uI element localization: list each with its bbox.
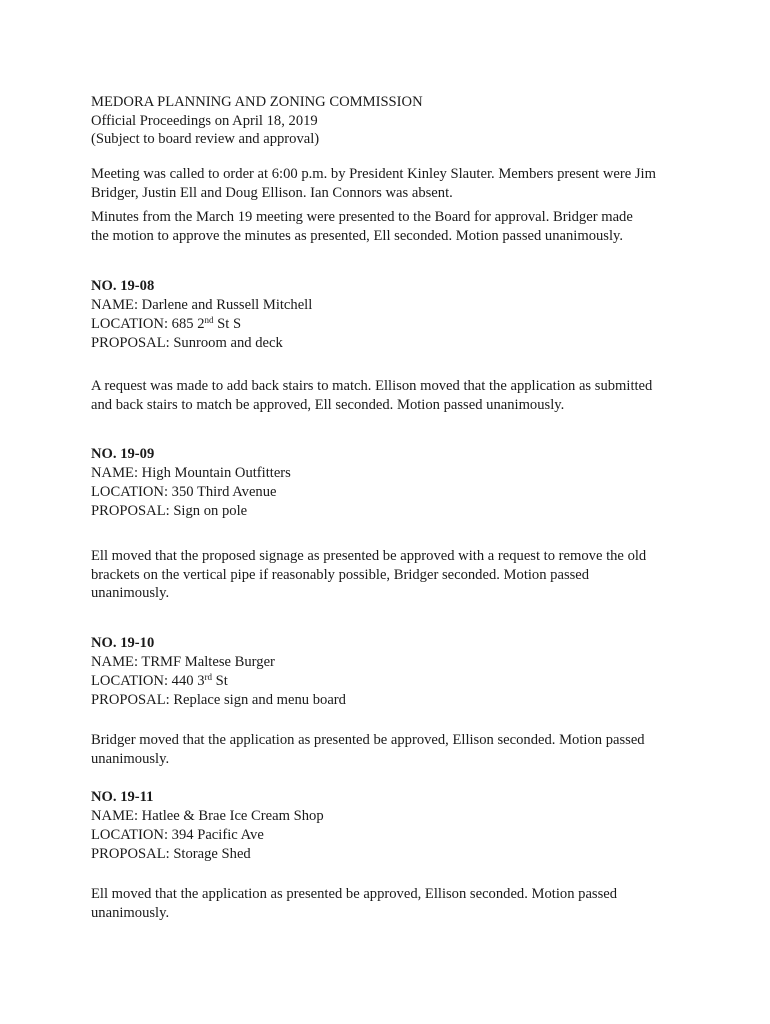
item-location-ordinal: rd bbox=[204, 672, 212, 682]
item-location-text: St bbox=[212, 673, 228, 689]
item-number: NO. 19-10 bbox=[91, 635, 155, 651]
item-motion-text: and back stairs to match be approved, Ell seconded. Motion passed unanimously. bbox=[91, 397, 565, 413]
item-location bbox=[91, 672, 228, 691]
intro-text: Meeting was called to order at 6:00 p.m. by President Kinley Slauter. Members present were Jim bbox=[91, 166, 656, 182]
document-subtitle: Official Proceedings on April 18, 2019 bbox=[91, 113, 318, 129]
document-note: (Subject to board review and approval) bbox=[91, 131, 320, 147]
item-location bbox=[91, 315, 241, 334]
item-location-ordinal: nd bbox=[204, 315, 214, 325]
document-title: MEDORA PLANNING AND ZONING COMMISSION bbox=[91, 94, 423, 110]
item-number: NO. 19-09 bbox=[91, 446, 155, 462]
minutes-text: the motion to approve the minutes as presented, Ell seconded. Motion passed unanimously. bbox=[91, 228, 624, 244]
item-motion-text: brackets on the vertical pipe if reasonably possible, Bridger seconded. Motion passed bbox=[91, 567, 590, 583]
item-number: NO. 19-11 bbox=[91, 789, 154, 805]
item-motion-text: unanimously. bbox=[91, 905, 170, 921]
item-location-text: LOCATION: 685 2 bbox=[91, 316, 205, 332]
item-motion-text: A request was made to add back stairs to match. Ellison moved that the application as submitted bbox=[91, 378, 653, 394]
item-motion-text: unanimously. bbox=[91, 585, 170, 601]
item-location: LOCATION: 394 Pacific Ave bbox=[91, 827, 264, 843]
item-motion-text: Ell moved that the proposed signage as presented be approved with a request to remove the old bbox=[91, 548, 647, 564]
item-number: NO. 19-08 bbox=[91, 278, 155, 294]
item-proposal: PROPOSAL: Sunroom and deck bbox=[91, 335, 283, 351]
item-proposal: PROPOSAL: Storage Shed bbox=[91, 846, 251, 862]
item-motion-text: unanimously. bbox=[91, 751, 170, 767]
item-motion-text: Bridger moved that the application as presented be approved, Ellison seconded. Motion passed bbox=[91, 732, 645, 748]
item-name: NAME: TRMF Maltese Burger bbox=[91, 654, 275, 670]
minutes-text: Minutes from the March 19 meeting were presented to the Board for approval. Bridger made bbox=[91, 209, 633, 225]
item-name: NAME: Darlene and Russell Mitchell bbox=[91, 297, 313, 313]
item-location-text: LOCATION: 440 3 bbox=[91, 673, 205, 689]
item-name: NAME: High Mountain Outfitters bbox=[91, 465, 291, 481]
intro-text: Bridger, Justin Ell and Doug Ellison. Ian Connors was absent. bbox=[91, 185, 453, 201]
item-proposal: PROPOSAL: Sign on pole bbox=[91, 503, 248, 519]
item-location-text: St S bbox=[213, 316, 242, 332]
item-proposal: PROPOSAL: Replace sign and menu board bbox=[91, 692, 346, 708]
item-motion-text: Ell moved that the application as presented be approved, Ellison seconded. Motion passed bbox=[91, 886, 618, 902]
item-location: LOCATION: 350 Third Avenue bbox=[91, 484, 277, 500]
item-name: NAME: Hatlee & Brae Ice Cream Shop bbox=[91, 808, 324, 824]
